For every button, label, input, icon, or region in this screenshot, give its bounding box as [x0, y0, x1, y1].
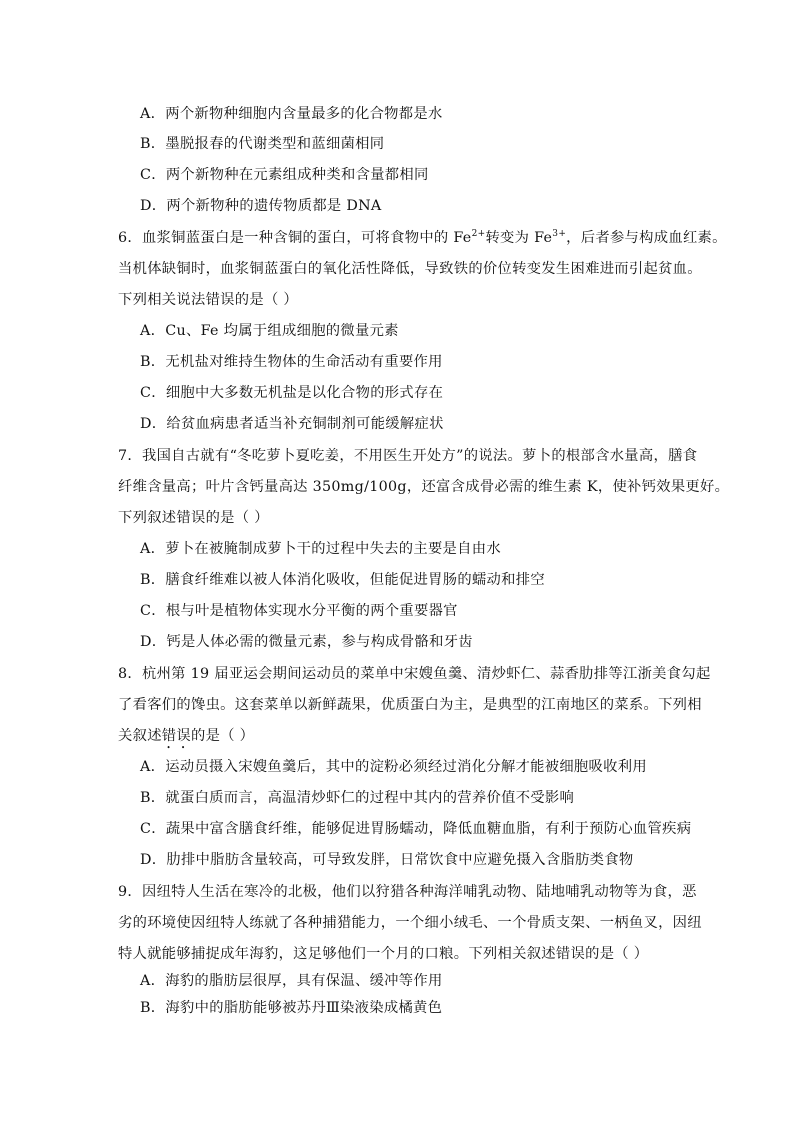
q8-option-b: B．就蛋白质而言，高温清炒虾仁的过程中其内的营养价值不受影响: [140, 790, 575, 806]
q9-option-a: A．海豹的脂肪层很厚，具有保温、缓冲等作用: [140, 973, 443, 989]
q8-stem-line2: 了看客们的馋虫。这套菜单以新鲜蔬果，优质蛋白为主，是典型的江南地区的菜系。下列相: [118, 697, 702, 713]
q5-option-d: D．两个新物种的遗传物质都是 DNA: [140, 198, 382, 214]
q7-option-d: D．钙是人体必需的微量元素，参与构成骨骼和牙齿: [140, 634, 473, 650]
q7-stem-line3: 下列叙述错误的是（ ）: [118, 510, 269, 526]
q6-option-c: C．细胞中大多数无机盐是以化合物的形式存在: [140, 385, 444, 401]
q6-option-b: B．无机盐对维持生物体的生命活动有重要作用: [140, 354, 443, 370]
q6-option-a: A．Cu、Fe 均属于组成细胞的微量元素: [140, 323, 399, 339]
q6-superscript-2: 3+: [552, 229, 567, 240]
q6-stem-text-c: ，后者参与构成血红素。: [566, 230, 727, 246]
q5-option-c: C．两个新物种在元素组成种类和含量都相同: [140, 167, 429, 183]
q6-stem-line1: [118, 228, 727, 248]
q8-option-d: D．肋排中脂肪含量较高，可导致发胖，日常饮食中应避免摄入含脂肪类食物: [140, 852, 634, 868]
q6-stem-line3: 下列相关说法错误的是（ ）: [118, 292, 299, 308]
q7-option-b: B．膳食纤维难以被人体消化吸收，但能促进胃肠的蠕动和排空: [140, 572, 545, 588]
q9-stem-line1: 9．因纽特人生活在寒冷的北极，他们以狩猎各种海洋哺乳动物、陆地哺乳动物等为食，恶: [118, 884, 697, 900]
q7-stem-line1: 7．我国自古就有“冬吃萝卜夏吃姜，不用医生开处方”的说法。萝卜的根部含水量高，膳食: [118, 448, 698, 464]
q5-option-b: B．墨脱报春的代谢类型和蓝细菌相同: [140, 136, 385, 152]
q5-option-a: A．两个新物种细胞内含量最多的化合物都是水: [140, 106, 443, 122]
q8-stem-text-b: 的是（ ）: [191, 728, 255, 744]
q8-option-a: A．运动员摄入宋嫂鱼羹后，其中的淀粉必须经过消化分解才能被细胞吸收利用: [140, 759, 647, 775]
q7-option-a: A．萝卜在被腌制成萝卜干的过程中失去的主要是自由水: [140, 541, 501, 557]
q7-option-c: C．根与叶是植物体实现水分平衡的两个重要器官: [140, 603, 458, 619]
q8-option-c: C．蔬果中富含膳食纤维，能够促进胃肠蠕动，降低血糖血脂，有利于预防心血管疾病: [140, 821, 692, 837]
q9-stem-line2: 劣的环境使因纽特人练就了各种捕猎能力，一个细小绒毛、一个骨质支架、一柄鱼叉，因纽: [118, 915, 702, 931]
q9-stem-line3: 特人就能够捕捉成年海豹，这足够他们一个月的口粮。下列相关叙述错误的是（ ）: [118, 946, 649, 962]
q8-emphasis-word: 错误: [161, 728, 191, 744]
q9-option-b: B．海豹中的脂肪能够被苏丹Ⅲ染液染成橘黄色: [140, 1000, 443, 1016]
q6-option-d: D．给贫血病患者适当补充铜制剂可能缓解症状: [140, 416, 444, 432]
q8-stem-text-a: 关叙述: [118, 728, 162, 744]
q6-superscript-1: 2+: [471, 229, 486, 240]
q6-stem-text-a: 6．血浆铜蓝蛋白是一种含铜的蛋白，可将食物中的 Fe: [118, 230, 472, 246]
q8-stem-line3: [118, 726, 254, 752]
q8-stem-line1: 8．杭州第 19 届亚运会期间运动员的菜单中宋嫂鱼羹、清炒虾仁、蒜香肋排等江浙美食勾起: [118, 666, 711, 682]
q6-stem-text-b: 转变为 Fe: [485, 230, 553, 246]
q6-stem-line2: 当机体缺铜时，血浆铜蓝蛋白的氧化活性降低，导致铁的价位转变发生困难进而引起贫血。: [118, 261, 702, 277]
q7-stem-line2: 纤维含量高；叶片含钙量高达 350mg/100g，还富含成骨必需的维生素 K，使补钙效果更好。: [118, 479, 730, 495]
